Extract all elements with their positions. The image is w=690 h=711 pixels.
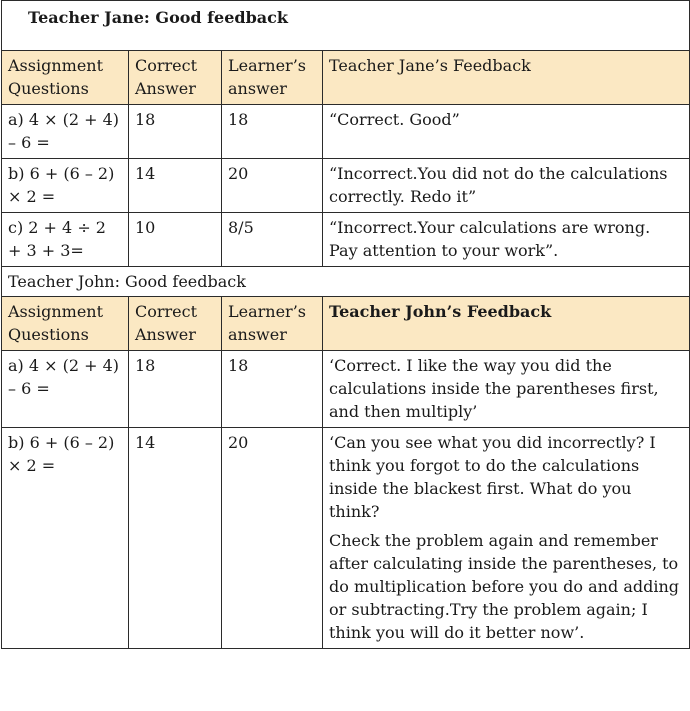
john-title-row [2,267,690,297]
correct-answer-cell: 14 [129,159,222,213]
question-cell: a) 4 × (2 + 4) – 6 = [2,351,129,428]
feedback-cell: “Correct. Good” [323,105,690,159]
table-row [2,105,690,159]
learner-answer-cell: 8/5 [222,213,323,267]
correct-answer-cell: 14 [129,428,222,649]
learner-answer-cell: 20 [222,159,323,213]
jane-header-row [2,51,690,105]
header-assignment-questions: Assignment Questions [2,297,129,351]
header-correct-answer: Correct Answer [129,297,222,351]
feedback-cell: ‘Correct. I like the way you did the calculations inside the parentheses first, and then multiply’ [323,351,690,428]
question-cell: a) 4 × (2 + 4) – 6 = [2,105,129,159]
jane-title-row [2,1,690,51]
learner-answer-cell: 18 [222,351,323,428]
jane-section-title: Teacher Jane: Good feedback [2,1,690,51]
feedback-cell: “Incorrect.You did not do the calculations correctly. Redo it” [323,159,690,213]
feedback-paragraph: Check the problem again and remember after calculating inside the parentheses, to do multiplication before you do and adding or subtracting.Try the problem again; I think you will do it better now’. [329,531,679,642]
header-learners-answer: Learner’s answer [222,51,323,105]
question-cell: b) 6 + (6 – 2) × 2 = [2,428,129,649]
learner-answer-cell: 18 [222,105,323,159]
question-cell: c) 2 + 4 ÷ 2 + 3 + 3= [2,213,129,267]
header-teacher-feedback: Teacher Jane’s Feedback [323,51,690,105]
correct-answer-cell: 18 [129,351,222,428]
header-teacher-feedback: Teacher John’s Feedback [323,297,690,351]
feedback-cell: “Incorrect.Your calculations are wrong. Pay attention to your work”. [323,213,690,267]
john-section-title: Teacher John: Good feedback [2,267,690,297]
table-row [2,351,690,428]
table-row [2,159,690,213]
feedback-paragraph: ‘Can you see what you did incorrectly? I think you forgot to do the calculations inside the blackest first. What do you think? [329,433,656,521]
header-correct-answer: Correct Answer [129,51,222,105]
john-header-row [2,297,690,351]
correct-answer-cell: 10 [129,213,222,267]
feedback-comparison-table [1,0,690,649]
learner-answer-cell: 20 [222,428,323,649]
question-cell: b) 6 + (6 – 2) × 2 = [2,159,129,213]
correct-answer-cell: 18 [129,105,222,159]
header-assignment-questions: Assignment Questions [2,51,129,105]
table-row [2,213,690,267]
header-learners-answer: Learner’s answer [222,297,323,351]
feedback-cell [323,428,690,649]
table-row [2,428,690,649]
